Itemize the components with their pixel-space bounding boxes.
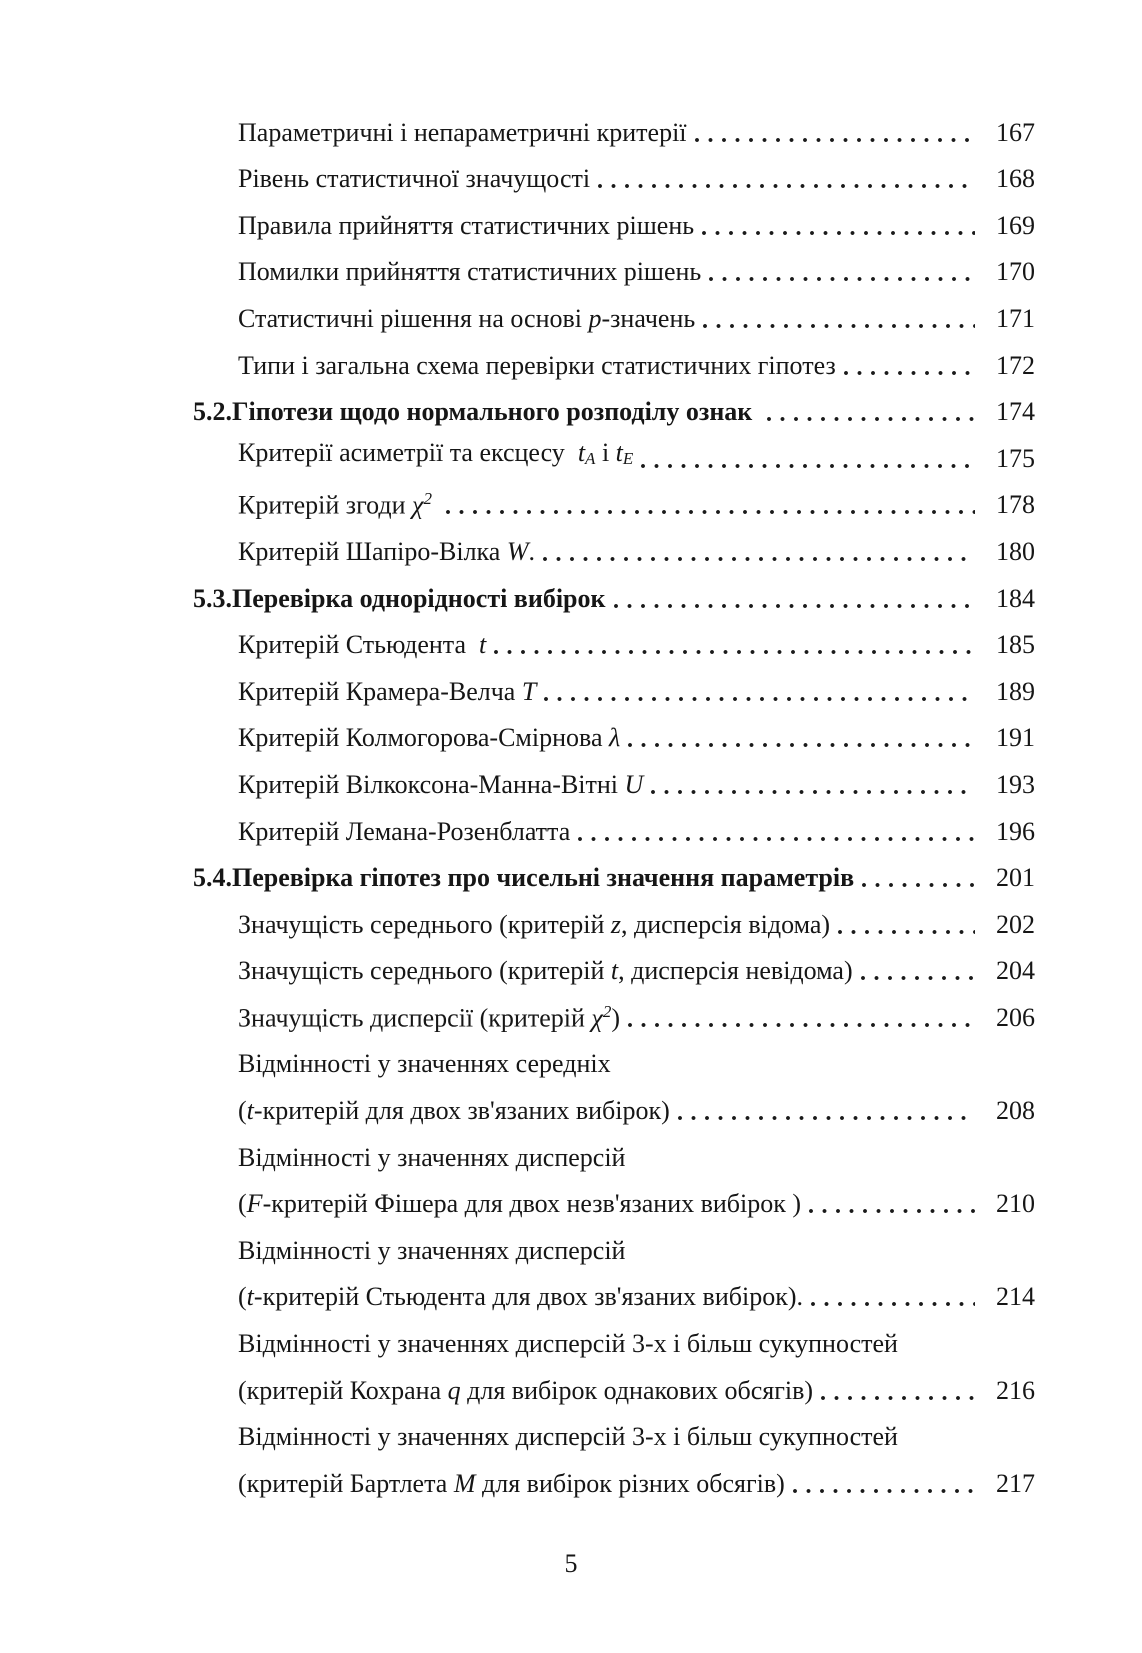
- toc-entry-text: 5.3.Перевірка однорідності вибірок: [193, 583, 606, 613]
- toc-entry-text: Правила прийняття статистичних рішень: [238, 210, 695, 240]
- toc-entry: [193, 753, 1035, 800]
- toc-entry: [193, 1406, 1035, 1453]
- toc-entry: [193, 1266, 1035, 1313]
- toc-page-number: 193: [996, 769, 1035, 799]
- toc-entry-text: Критерій Колмогорова-Смірнова λ: [238, 723, 621, 753]
- toc-entry-text: Критерій Стьюдента t: [238, 630, 487, 660]
- toc-entry-text: Значущість середнього (критерій z, дисперсія відома): [238, 909, 831, 939]
- toc-page-number: 217: [996, 1468, 1035, 1498]
- dot-leader: [844, 371, 975, 375]
- toc-section-entry: [193, 381, 1035, 428]
- toc-page-number: 210: [996, 1189, 1035, 1219]
- dot-leader: [809, 1209, 975, 1213]
- toc-page-number: 196: [996, 816, 1035, 846]
- toc-entry: [193, 1126, 1035, 1173]
- toc-entry-text: Статистичні рішення на основі p-значень: [238, 303, 696, 333]
- dot-leader: [695, 138, 975, 142]
- dot-leader: [598, 184, 975, 188]
- toc-page-number: 185: [996, 630, 1035, 660]
- toc-entry: [193, 940, 1035, 987]
- toc-page-number: 172: [996, 350, 1035, 380]
- toc-list: [193, 101, 1035, 1499]
- toc-entry-text: Відмінності у значеннях середніх: [238, 1049, 611, 1079]
- toc-entry-text: Критерій Вілкоксона-Манна-Вітні U: [238, 769, 644, 799]
- dot-leader: [821, 1396, 975, 1400]
- dot-leader: [793, 1489, 975, 1493]
- dot-leader: [494, 650, 975, 654]
- toc-entry-text: Відмінності у значеннях дисперсій 3-х і більш сукупностей: [238, 1422, 898, 1452]
- dot-leader: [702, 231, 975, 235]
- toc-entry: [193, 1173, 1035, 1220]
- toc-entry-text: Критерій згоди $\chi^2$: [238, 489, 432, 520]
- toc-entry: [193, 660, 1035, 707]
- toc-page-number: 169: [996, 210, 1035, 240]
- toc-entry-text: (критерій Бартлета M для вибірок різних обсягів): [238, 1468, 785, 1498]
- dot-leader: [543, 557, 975, 561]
- toc-entry: [193, 148, 1035, 195]
- toc-entry: [193, 707, 1035, 754]
- toc-page-number: 206: [996, 1002, 1035, 1032]
- toc-entry-text: Помилки прийняття статистичних рішень: [238, 257, 702, 287]
- toc-entry-text: Відмінності у значеннях дисперсій 3-х і більш сукупностей: [238, 1329, 898, 1359]
- dot-leader: [678, 1116, 975, 1120]
- toc-page-number: 170: [996, 257, 1035, 287]
- dot-leader: [838, 930, 975, 934]
- toc-entry: [193, 474, 1035, 521]
- toc-page-number: 208: [996, 1096, 1035, 1126]
- toc-page-number: 180: [996, 536, 1035, 566]
- toc-entry: [193, 334, 1035, 381]
- toc-page-number: 171: [996, 303, 1035, 333]
- toc-entry-text: (t-критерій Стьюдента для двох зв'язаних вибірок).: [238, 1282, 803, 1312]
- dot-leader: [767, 417, 975, 421]
- dot-leader: [446, 510, 975, 514]
- toc-entry: [193, 1312, 1035, 1359]
- toc-entry: [193, 1079, 1035, 1126]
- toc-entry-text: Відмінності у значеннях дисперсій: [238, 1142, 626, 1172]
- toc-entry: [193, 986, 1035, 1033]
- dot-leader: [628, 743, 975, 747]
- dot-leader: [862, 883, 975, 887]
- toc-entry-text: Типи і загальна схема перевірки статистичних гіпотез: [238, 350, 836, 380]
- toc-entry: [193, 1219, 1035, 1266]
- toc-page-number: 174: [996, 397, 1035, 427]
- toc-page-number: 202: [996, 909, 1035, 939]
- toc-entry-text: 5.2.Гіпотези щодо нормального розподілу ознак: [193, 397, 759, 427]
- toc-entry: [193, 614, 1035, 661]
- toc-entry-text: Параметричні і непараметричні критерії: [238, 117, 687, 147]
- toc-entry-text: Критерії асиметрії та ексцесу tA і tE: [238, 437, 634, 468]
- toc-page-number: 216: [996, 1375, 1035, 1405]
- toc-section-entry: [193, 567, 1035, 614]
- toc-page-number: 178: [996, 490, 1035, 520]
- dot-leader: [628, 1023, 975, 1027]
- toc-page-number: 168: [996, 164, 1035, 194]
- toc-section-entry: [193, 847, 1035, 894]
- toc-page-number: 167: [996, 117, 1035, 147]
- toc-page-number: 175: [996, 443, 1035, 473]
- toc-page-number: 204: [996, 956, 1035, 986]
- toc-entry: [193, 800, 1035, 847]
- toc-entry: [193, 241, 1035, 288]
- toc-entry: [193, 1452, 1035, 1499]
- dot-leader: [861, 976, 975, 980]
- dot-leader: [641, 464, 975, 468]
- dot-leader: [614, 604, 976, 608]
- toc-entry: [193, 287, 1035, 334]
- dot-leader: [709, 277, 975, 281]
- toc-page-number: 189: [996, 676, 1035, 706]
- page-number-footer: 5: [564, 1549, 578, 1578]
- toc-entry: [193, 194, 1035, 241]
- toc-entry-text: Відмінності у значеннях дисперсій: [238, 1235, 626, 1265]
- toc-page-number: 214: [996, 1282, 1035, 1312]
- toc-entry-text: 5.4.Перевірка гіпотез про чисельні значення параметрів: [193, 863, 855, 893]
- toc-entry-text: Критерій Крамера-Велча T: [238, 676, 537, 706]
- toc-entry: [193, 1359, 1035, 1406]
- toc-entry-text: (F-критерій Фішера для двох незв'язаних вибірок ): [238, 1189, 802, 1219]
- toc-entry: [193, 427, 1035, 474]
- toc-entry: [193, 520, 1035, 567]
- toc-entry-text: Значущість дисперсії (критерій $\chi^2$): [238, 1001, 621, 1032]
- dot-leader: [578, 837, 975, 841]
- toc-entry: [193, 101, 1035, 148]
- toc-entry-text: Рівень статистичної значущості: [238, 164, 591, 194]
- toc-entry-text: Критерій Шапіро-Вілка W.: [238, 536, 536, 566]
- toc-entry-text: (критерій Кохрана q для вибірок однакових обсягів): [238, 1375, 814, 1405]
- toc-entry-text: Критерій Лемана-Розенблатта: [238, 816, 571, 846]
- dot-leader: [811, 1302, 975, 1306]
- dot-leader: [544, 697, 975, 701]
- toc-page-number: 201: [996, 863, 1035, 893]
- toc-page-number: 184: [996, 583, 1035, 613]
- dot-leader: [703, 324, 975, 328]
- toc-entry: [193, 1033, 1035, 1080]
- toc-page-number: 191: [996, 723, 1035, 753]
- toc-entry-text: Значущість середнього (критерій t, дисперсія невідома): [238, 956, 853, 986]
- dot-leader: [651, 790, 975, 794]
- toc-entry: [193, 893, 1035, 940]
- toc-entry-text: (t-критерій для двох зв'язаних вибірок): [238, 1096, 670, 1126]
